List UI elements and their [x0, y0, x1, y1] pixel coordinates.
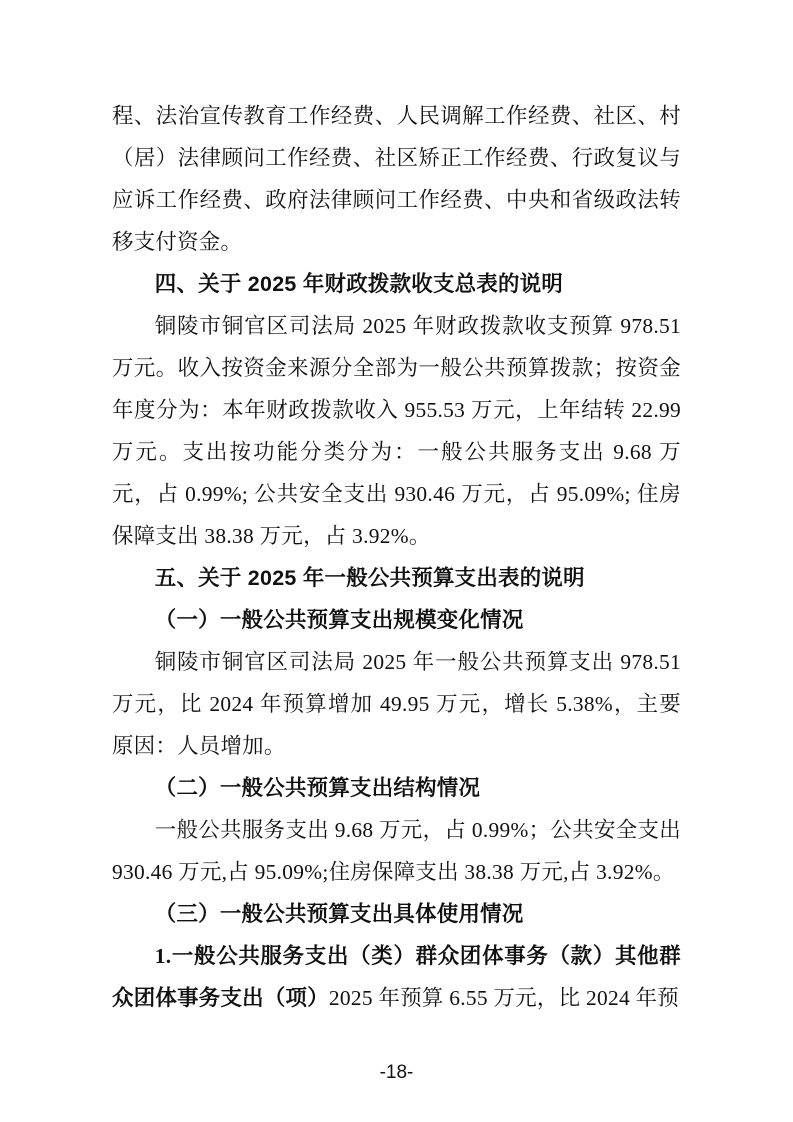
- paragraph-sub2-body: 一般公共服务支出 9.68 万元，占 0.99%；公共安全支出 930.46 万元,占 95.09%;住房保障支出 38.38 万元,占 3.92%。: [112, 818, 681, 884]
- paragraph-continuation: 程、法治宣传教育工作经费、人民调解工作经费、社区、村（居）法律顾问工作经费、社区矫正工作经费、行政复议与应诉工作经费、政府法律顾问工作经费、中央和省级政法转移支付资金。: [112, 104, 681, 254]
- paragraph-sub1-body: 铜陵市铜官区司法局 2025 年一般公共预算支出 978.51 万元，比 2024 年预算增加 49.95 万元，增长 5.38%，主要原因：人员增加。: [112, 650, 681, 758]
- item1-bold-lead: 1.一般公共服务支出（类）群众团体事务（款）其他群众团体事务支出（项）: [112, 944, 681, 1010]
- paragraph-item1: [112, 935, 681, 1019]
- subsection-heading-3: （三）一般公共预算支出具体使用情况: [154, 902, 524, 926]
- subsection-heading-1: （一）一般公共预算支出规模变化情况: [154, 608, 524, 632]
- page-number: -18-: [379, 1062, 414, 1083]
- subsection-heading-2: （二）一般公共预算支出结构情况: [154, 776, 481, 800]
- document-content: [112, 95, 681, 1019]
- section-heading-4: 四、关于 2025 年财政拨款收支总表的说明: [154, 272, 564, 296]
- section-heading-5: 五、关于 2025 年一般公共预算支出表的说明: [154, 566, 585, 590]
- item1-rest: 2025 年预算 6.55 万元，比 2024 年预: [328, 986, 679, 1010]
- paragraph-section4-body: 铜陵市铜官区司法局 2025 年财政拨款收支预算 978.51 万元。收入按资金来源分全部为一般公共预算拨款；按资金年度分为：本年财政拨款收入 955.53 万元，上年结转 22.99 万元。支出按功能分类分为：一般公共服务支出 9.68 万元，占 0.99%; 公共安全支出 930.46 万元，占 95.09%; 住房保障支出 38.38 万元，占 3.92%。: [112, 314, 681, 548]
